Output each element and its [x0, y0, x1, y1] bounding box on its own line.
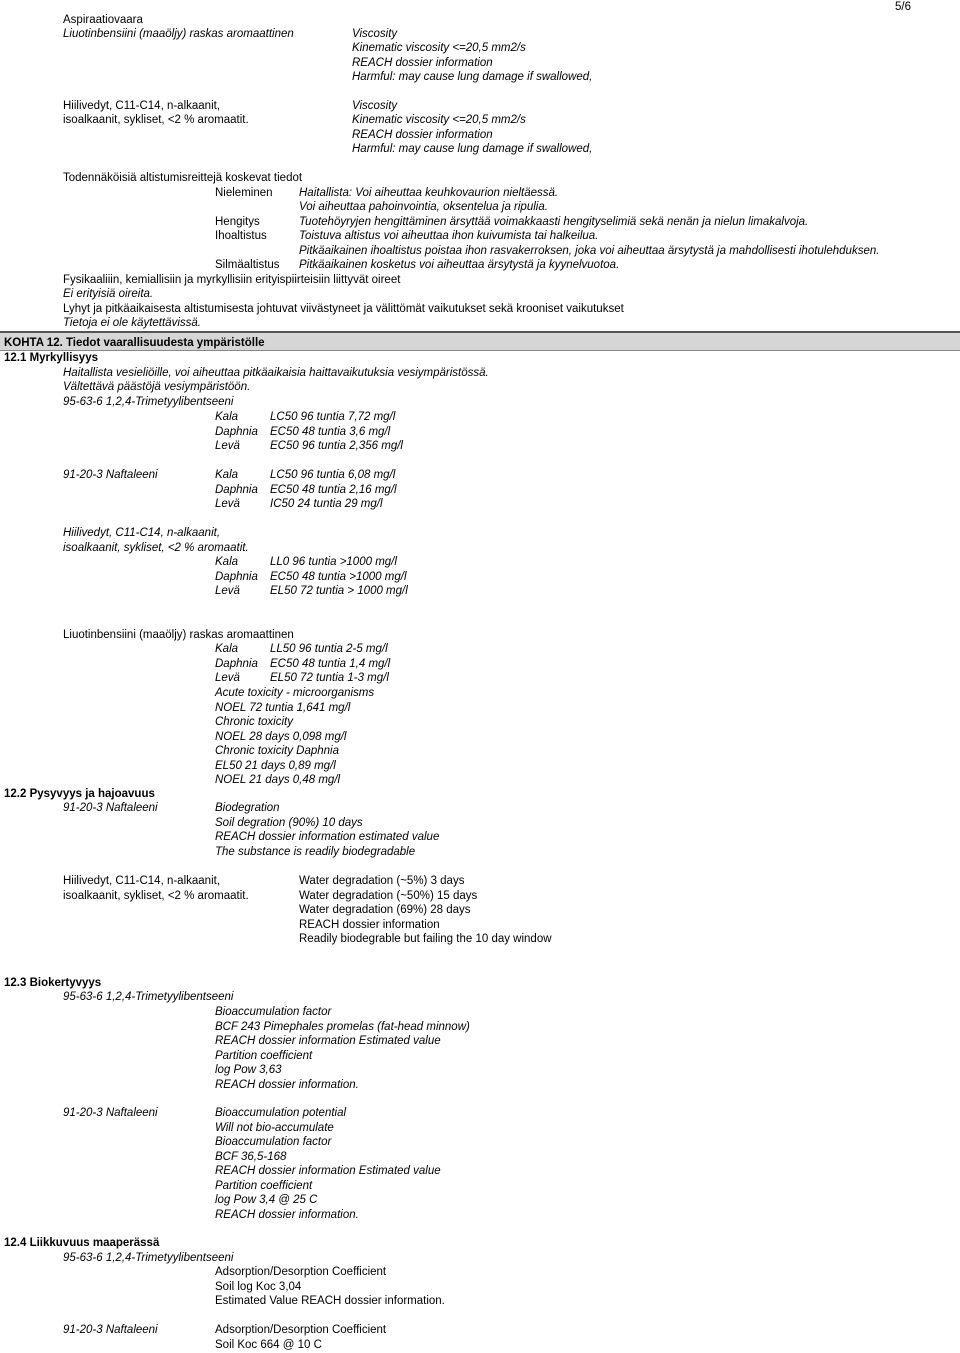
bioaccumulation-line: Partition coefficient: [215, 1179, 313, 1192]
organism: Levä: [215, 498, 240, 510]
substance-name: 91-20-3 Naftaleeni: [63, 469, 158, 481]
substance-name: 95-63-6 1,2,4-Trimetyylibentseeni: [63, 396, 234, 408]
bioaccumulation-line: BCF 36,5-168: [215, 1150, 287, 1163]
bioaccumulation-line: Bioaccumulation factor: [215, 1006, 332, 1018]
organism: Daphnia: [215, 571, 258, 583]
viscosity-hazard: Harmful: may cause lung damage if swallowed,: [352, 143, 593, 155]
viscosity-value: Kinematic viscosity <=20,5 mm2/s: [352, 114, 526, 126]
toxicity-value: LL0 96 tuntia >1000 mg/l: [270, 556, 397, 568]
substance-name: 91-20-3 Naftaleeni: [63, 1107, 158, 1119]
toxicity-line: NOEL 21 days 0,48 mg/l: [215, 774, 341, 786]
degradation-details: [299, 874, 552, 947]
toxicity-text: Haitallista vesieliöille, voi aiheuttaa pitkäaikaisia haittavaikutuksia vesiympäristössä.: [63, 367, 489, 379]
section-title: KOHTA 12. Tiedot vaarallisuudesta ympäristölle: [4, 337, 265, 349]
degradation-line: The substance is readily biodegradable: [215, 845, 416, 858]
bioaccumulation-line: Bioaccumulation factor: [215, 1136, 332, 1148]
degradation-details: [215, 801, 439, 859]
mobility-line: Soil Koc 664 @ 10 C: [215, 1338, 322, 1351]
toxicity-line: NOEL 72 tuntia 1,641 mg/l: [215, 701, 351, 714]
substance-name-cont: isoalkaanit, sykliset, <2 % aromaatit.: [63, 542, 249, 554]
route-text: Haitallista: Voi aiheuttaa keuhkovaurion nieltäessä.: [299, 187, 559, 199]
substance-name: 91-20-3 Naftaleeni: [63, 1324, 158, 1336]
bioaccumulation-details: [215, 1106, 441, 1222]
route-text: Toistuva altistus voi aiheuttaa ihon kuivumista tai halkeilua.: [299, 230, 599, 242]
organism: Daphnia: [215, 426, 258, 438]
toxicity-value: LC50 96 tuntia 7,72 mg/l: [270, 411, 396, 423]
route-text: Pitkäaikainen kosketus voi aiheuttaa ärsytystä ja kyynelvuotoa.: [299, 259, 620, 271]
effects-text: Tietoja ei ole käytettävissä.: [63, 317, 201, 329]
viscosity-label: Viscosity: [352, 100, 398, 112]
substance-name-cont: isoalkaanit, sykliset, <2 % aromaatit.: [63, 890, 249, 902]
viscosity-hazard: Harmful: may cause lung damage if swallowed,: [352, 71, 593, 83]
organism: Levä: [215, 585, 240, 597]
toxicity-value: LL50 96 tuntia 2-5 mg/l: [270, 643, 388, 655]
mobility-details: [215, 1323, 386, 1352]
route-label: Nieleminen: [215, 187, 273, 199]
degradation-line: Water degradation (~50%) 15 days: [299, 889, 478, 902]
organism: Levä: [215, 672, 240, 684]
substance-name: Liuotinbensiini (maaöljy) raskas aromaattinen: [63, 28, 294, 40]
toxicity-value: EL50 72 tuntia 1-3 mg/l: [270, 672, 389, 684]
organism: Kala: [215, 411, 239, 423]
toxicity-line: EL50 21 days 0,89 mg/l: [215, 759, 336, 772]
bioaccumulation-line: REACH dossier information.: [215, 1078, 359, 1091]
toxicity-value: EL50 72 tuntia > 1000 mg/l: [270, 585, 408, 597]
route-text: Pitkäaikainen ihoaltistus poistaa ihon rasvakerroksen, joka voi aiheuttaa ärsytystä ja mahdollisesti ihotulehduksen.: [299, 245, 880, 257]
subsection-title: 12.3 Biokertyvyys: [4, 977, 102, 989]
organism: Kala: [215, 469, 239, 481]
bioaccumulation-line: BCF 243 Pimephales promelas (fat-head minnow): [215, 1020, 470, 1033]
substance-name: Hiilivedyt, C11-C14, n-alkaanit,: [63, 527, 221, 539]
mobility-line: Adsorption/Desorption Coefficient: [215, 1324, 387, 1336]
substance-name: Hiilivedyt, C11-C14, n-alkaanit,: [63, 100, 221, 112]
subsection-title: 12.1 Myrkyllisyys: [4, 352, 98, 364]
page-number: 5/6: [895, 1, 911, 13]
bioaccumulation-line: REACH dossier information Estimated value: [215, 1165, 441, 1177]
bioaccumulation-line: REACH dossier information.: [215, 1208, 359, 1221]
viscosity-value: Kinematic viscosity <=20,5 mm2/s: [352, 42, 526, 54]
substance-name: 95-63-6 1,2,4-Trimetyylibentseeni: [63, 991, 234, 1003]
viscosity-label: Viscosity: [352, 28, 398, 40]
toxicity-value: LC50 96 tuntia 6,08 mg/l: [270, 469, 396, 481]
toxicity-value: EC50 48 tuntia >1000 mg/l: [270, 571, 407, 583]
organism: Kala: [215, 556, 239, 568]
organism: Kala: [215, 643, 239, 655]
degradation-line: Water degradation (~5%) 3 days: [299, 875, 465, 887]
mobility-line: Adsorption/Desorption Coefficient: [215, 1266, 387, 1278]
degradation-line: REACH dossier information estimated value: [215, 831, 440, 843]
bioaccumulation-line: REACH dossier information Estimated value: [215, 1035, 441, 1047]
toxicity-line: NOEL 28 days 0,098 mg/l: [215, 730, 347, 743]
organism: Levä: [215, 440, 240, 452]
degradation-line: Biodegration: [215, 802, 280, 814]
toxicity-text: Vältettävä päästöjä vesiympäristöön.: [63, 381, 251, 393]
substance-name: 91-20-3 Naftaleeni: [63, 802, 158, 814]
degradation-line: Readily biodegrable but failing the 10 day window: [299, 933, 552, 945]
substance-name: Liuotinbensiini (maaöljy) raskas aromaattinen: [63, 629, 294, 641]
bioaccumulation-line: Will not bio-accumulate: [215, 1121, 334, 1134]
toxicity-details: [215, 686, 374, 788]
viscosity-source: REACH dossier information: [352, 57, 493, 69]
degradation-line: REACH dossier information: [299, 918, 440, 931]
bioaccumulation-line: Bioaccumulation potential: [215, 1107, 347, 1119]
bioaccumulation-line: log Pow 3,4 @ 25 C: [215, 1194, 318, 1206]
viscosity-source: REACH dossier information: [352, 129, 493, 141]
toxicity-line: Acute toxicity - microorganisms: [215, 687, 375, 699]
degradation-line: Water degradation (69%) 28 days: [299, 904, 471, 916]
bioaccumulation-details: [215, 1005, 470, 1092]
toxicity-value: EC50 48 tuntia 2,16 mg/l: [270, 484, 397, 496]
toxicity-line: Chronic toxicity: [215, 716, 293, 728]
toxicity-line: Chronic toxicity Daphnia: [215, 745, 340, 757]
substance-name-cont: isoalkaanit, sykliset, <2 % aromaatit.: [63, 114, 249, 126]
bioaccumulation-line: Partition coefficient: [215, 1049, 313, 1062]
substance-name: 95-63-6 1,2,4-Trimetyylibentseeni: [63, 1252, 234, 1264]
symptoms-heading: Fysikaaliiin, kemiallisiin ja myrkyllisiin erityispiirteisiin liittyvät oireet: [63, 274, 401, 286]
organism: Daphnia: [215, 484, 258, 496]
route-text: Tuotehöyryjen hengittäminen ärsyttää voimakkaasti hengityselimiä sekä nenän ja nielun limakalvoja.: [299, 216, 809, 228]
aspiration-heading: Aspiraatiovaara: [63, 14, 143, 26]
route-label: Hengitys: [215, 216, 260, 228]
mobility-line: Estimated Value REACH dossier information.: [215, 1295, 445, 1307]
route-text: Voi aiheuttaa pahoinvointia, oksentelua ja ripulia.: [299, 201, 548, 213]
mobility-details: [215, 1265, 445, 1309]
subsection-title: 12.2 Pysyvyys ja hajoavuus: [4, 788, 155, 800]
organism: Daphnia: [215, 658, 258, 670]
toxicity-value: EC50 48 tuntia 3,6 mg/l: [270, 426, 391, 438]
toxicity-value: EC50 96 tuntia 2,356 mg/l: [270, 440, 403, 452]
subsection-title: 12.4 Liikkuvuus maaperässä: [4, 1237, 160, 1249]
route-label: Silmäaltistus: [215, 259, 280, 271]
bioaccumulation-line: log Pow 3,63: [215, 1064, 282, 1076]
degradation-line: Soil degration (90%) 10 days: [215, 816, 363, 829]
mobility-line: Soil log Koc 3,04: [215, 1280, 302, 1293]
toxicity-value: EC50 48 tuntia 1,4 mg/l: [270, 658, 391, 670]
route-label: Ihoaltistus: [215, 230, 267, 242]
toxicity-value: IC50 24 tuntia 29 mg/l: [270, 498, 383, 510]
effects-heading: Lyhyt ja pitkäaikaisesta altistumisesta johtuvat viivästyneet ja välittömät vaikutukset sekä krooniset vaikutukset: [63, 303, 624, 315]
symptoms-text: Ei erityisiä oireita.: [63, 288, 154, 300]
substance-name: Hiilivedyt, C11-C14, n-alkaanit,: [63, 875, 221, 887]
routes-heading: Todennäköisiä altistumisreittejä koskevat tiedot: [63, 172, 303, 184]
